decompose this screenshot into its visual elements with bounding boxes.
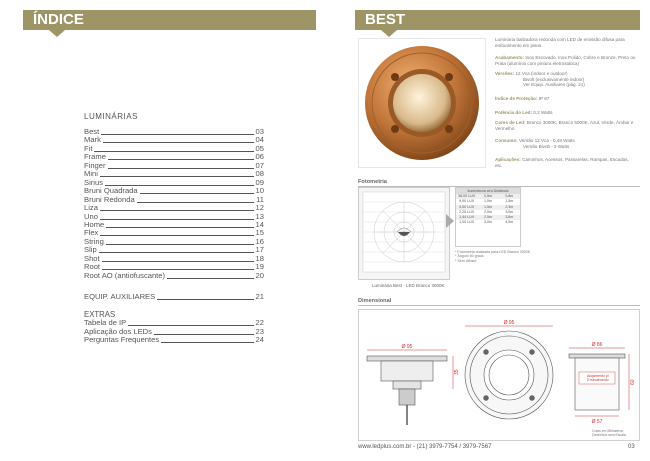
leader-line — [167, 278, 254, 279]
index-entry-page: 12 — [255, 203, 264, 213]
index-entry-page: 24 — [255, 335, 264, 345]
leader-line — [94, 151, 253, 152]
index-entry-label: Perguntas Frequentes — [84, 335, 160, 345]
index-entry-page: 04 — [255, 135, 264, 145]
illuminance-table — [455, 187, 521, 247]
index-entry-page: 21 — [255, 292, 264, 301]
spec-label: Aplicações: — [495, 157, 523, 162]
spec-value: Inox Escovado, Inox Polido, Cobre e Bronze, Preto ou Prata (alumínio com pintura eletrostática) — [495, 55, 636, 66]
leader-line — [106, 244, 254, 245]
spec-value: 12 Vca (indoor e outdoor) — [515, 71, 568, 76]
dim-top-d95: Ø 95 — [503, 320, 515, 326]
index-entry — [84, 187, 264, 195]
index-entry-page: 22 — [255, 318, 264, 327]
product-photo — [358, 38, 486, 168]
index-entry-page: 13 — [255, 211, 264, 221]
luminaire-image — [359, 39, 485, 167]
leader-line — [100, 235, 253, 236]
table-header: Iluminância at a Distância — [456, 188, 520, 194]
index-entry-label: Mini — [84, 169, 98, 179]
spec-line — [495, 55, 637, 66]
index-header-title: ÍNDICE — [33, 11, 84, 28]
note-line: * Fotometria realizada para LED Branco 3000K — [455, 250, 531, 254]
leader-line — [100, 219, 254, 220]
index-entry-page: 03 — [255, 127, 264, 136]
leader-line — [103, 142, 254, 143]
index-entry-page: 19 — [255, 262, 264, 272]
page-number: 03 — [628, 444, 635, 450]
section-rule — [358, 305, 640, 306]
spec-line — [495, 144, 650, 150]
spec-value: Versão 12 Vca - 0,48 Watts — [519, 138, 575, 143]
leader-line — [99, 252, 254, 253]
index-entry-label: Sirius — [84, 177, 103, 187]
polar-diagram — [359, 188, 449, 279]
index-entry-page: 07 — [255, 160, 264, 170]
index-entry-page: 15 — [255, 228, 264, 238]
index-entry — [84, 145, 264, 153]
index-entry-label: Root AO (antiofuscante) — [84, 270, 166, 280]
leader-line — [108, 168, 254, 169]
index-entry-page: 08 — [255, 169, 264, 179]
index-entry-page: 16 — [255, 236, 264, 246]
index-entry-label: Uno — [84, 211, 98, 221]
index-entry — [84, 128, 264, 136]
spec-line — [495, 120, 637, 131]
index-entry — [84, 336, 264, 344]
header-notch — [381, 30, 397, 37]
index-entry — [84, 162, 264, 170]
leader-line — [108, 159, 254, 160]
spec-value: IP 67 — [538, 96, 550, 101]
dim-note-line: Desenhos sem Escala — [592, 433, 626, 437]
leader-line — [106, 227, 253, 228]
spec-label: Potência do Led: — [495, 110, 534, 115]
dim-note-line: Cotas em Milímetros — [592, 429, 624, 433]
spec-value: Ver Equip. Auxiliares (pág. 21) — [523, 82, 585, 88]
index-entry-page: 06 — [255, 152, 264, 162]
header-notch — [49, 30, 65, 37]
table-cell: 4,5m — [505, 220, 514, 225]
table-cell: 1,5m — [483, 204, 492, 209]
index-entry — [84, 293, 264, 301]
index-entry-label: Frame — [84, 152, 106, 162]
index-entry-label: Shot — [84, 253, 100, 263]
index-entry-page: 14 — [255, 219, 264, 229]
index-entry — [84, 170, 264, 178]
spec-label: Acabamento: — [495, 55, 526, 60]
index-entry — [84, 272, 264, 280]
index-entry-page: 11 — [256, 194, 264, 204]
index-entry-label: Root — [84, 262, 101, 272]
table-cell: 9,00 LUX — [459, 199, 475, 204]
spec-line — [495, 138, 637, 144]
index-entry-label: String — [84, 236, 104, 246]
top-view — [465, 331, 553, 419]
index-entry — [84, 213, 264, 221]
index-entry-page: 17 — [255, 245, 264, 255]
dim-side-d95: Ø 95 — [401, 344, 413, 350]
dimensional-drawing — [358, 309, 640, 441]
table-cell: 3,8m — [505, 215, 514, 220]
spec-label: Consumo: — [495, 138, 519, 143]
index-entry-label: Fit — [84, 143, 93, 153]
footer-contact: www.ledplus.com.br - (21) 3979-7754 / 3979-7567 — [358, 444, 492, 450]
embed-label: Alojamento p/ Embutimento — [587, 374, 609, 383]
spec-value: Bivolt (exclusivamente indoor) — [523, 76, 585, 82]
index-entry — [84, 153, 264, 161]
photometry-notes — [455, 250, 565, 263]
arrow-icon — [446, 214, 454, 228]
leader-line — [102, 261, 254, 262]
dim-h35: 35 — [454, 369, 460, 375]
index-entry — [84, 196, 264, 204]
index-entry — [84, 255, 264, 263]
index-entry-label: Bruni Redonda — [84, 194, 135, 204]
spec-value: Caminhos, Acessos, Passarelas, Rampas, Escadas, etc. — [495, 157, 629, 168]
table-cell: 4,00 LUX — [459, 204, 475, 209]
dim-d86: Ø 86 — [591, 342, 603, 348]
index-entry — [84, 238, 264, 246]
note-line: * Ângulo 60 graus — [455, 254, 484, 259]
index-entry — [84, 204, 264, 212]
table-cell: 1,00 LUX — [459, 220, 475, 225]
index-entry — [84, 263, 264, 271]
dim-d57: Ø 57 — [591, 419, 603, 425]
index-entry-label: Slip — [84, 245, 97, 255]
table-body — [456, 194, 520, 226]
index-entry-label: Home — [84, 219, 105, 229]
table-cell: 1,44 LUX — [459, 215, 475, 220]
table-cell: 2,25 LUX — [459, 209, 475, 214]
index-entry-label: Finger — [84, 160, 106, 170]
index-entry-label: Best — [84, 127, 100, 136]
polar-caption: Luminária Best - LED Branco 3000K — [372, 283, 445, 288]
index-entry — [84, 221, 264, 229]
index-entry — [84, 229, 264, 237]
index-entry — [84, 246, 264, 254]
leader-line — [100, 210, 254, 211]
spec-value: Versão Bivolt - 3 Watts — [523, 144, 570, 149]
index-entry-label: Mark — [84, 135, 101, 145]
leader-line — [100, 176, 254, 177]
table-cell: 0,5m — [483, 194, 492, 198]
spec-line — [495, 96, 637, 102]
table-cell: 1,0m — [483, 199, 492, 204]
spec-line — [495, 82, 650, 88]
spec-line — [495, 110, 637, 116]
leader-line — [137, 202, 254, 203]
index-entry-page: 10 — [255, 186, 264, 196]
index-entry-page: 05 — [255, 143, 264, 153]
spec-label: Índice de Proteção: — [495, 96, 539, 101]
table-cell: 0,8m — [505, 194, 514, 198]
product-description: Luminária balizadora redonda com LED de emissão difusa para embutimento em pisos. — [495, 37, 625, 48]
leader-line — [101, 134, 253, 135]
table-cell: 36,00 LUX — [458, 194, 476, 198]
spec-label: Versões: — [495, 71, 516, 76]
note-line: * Sem difusor — [455, 258, 477, 263]
index-entry-label: EQUIP. AUXILIARES — [84, 292, 156, 301]
leader-line — [161, 342, 253, 343]
index-entry — [84, 136, 264, 144]
fotometria-title: Fotometria — [358, 179, 387, 185]
table-cell: 3,0m — [483, 220, 492, 225]
index-entry-label: Bruni Quadrada — [84, 186, 138, 196]
spec-value: 0,2 Watts — [533, 110, 553, 115]
table-row — [456, 220, 520, 225]
index-entry-label: Tabela de IP — [84, 318, 127, 327]
dim-h60: 60 — [630, 379, 636, 385]
index-entry-label: Liza — [84, 203, 98, 213]
product-header — [355, 10, 640, 30]
polar-chart — [358, 187, 450, 280]
index-entry-page: 09 — [255, 177, 264, 187]
table-cell: 2,0m — [483, 209, 492, 214]
side-view — [367, 356, 447, 425]
table-cell: 2,3m — [505, 204, 514, 209]
index-entry-label: Flex — [84, 228, 99, 238]
dimensional-title: Dimensional — [358, 298, 392, 304]
leader-line — [140, 193, 254, 194]
leader-line — [154, 334, 254, 335]
index-entry-page: 20 — [255, 270, 264, 280]
index-entry-label: Aplicação dos LEDs — [84, 326, 152, 336]
section-title-luminarias: LUMINÁRIAS — [84, 112, 138, 121]
index-entry-page: 18 — [255, 253, 264, 263]
leader-line — [157, 299, 253, 300]
spec-value: Branco 3000K, Branco 5000K, Azul, Verde, Âmbar e Vermelho — [495, 120, 634, 131]
table-cell: 3,0m — [505, 209, 514, 214]
leader-line — [128, 325, 253, 326]
product-header-title: BEST — [365, 11, 406, 28]
spec-label: Cores de Led: — [495, 120, 527, 125]
section-title-extras: EXTRAS — [84, 310, 116, 319]
table-cell: 1,5m — [505, 199, 514, 204]
dimension-note — [592, 429, 626, 437]
index-header — [23, 10, 316, 30]
table-cell: 2,5m — [483, 215, 492, 220]
index-entry-page: 23 — [255, 326, 264, 336]
index-entry — [84, 319, 264, 327]
spec-line — [495, 157, 637, 168]
